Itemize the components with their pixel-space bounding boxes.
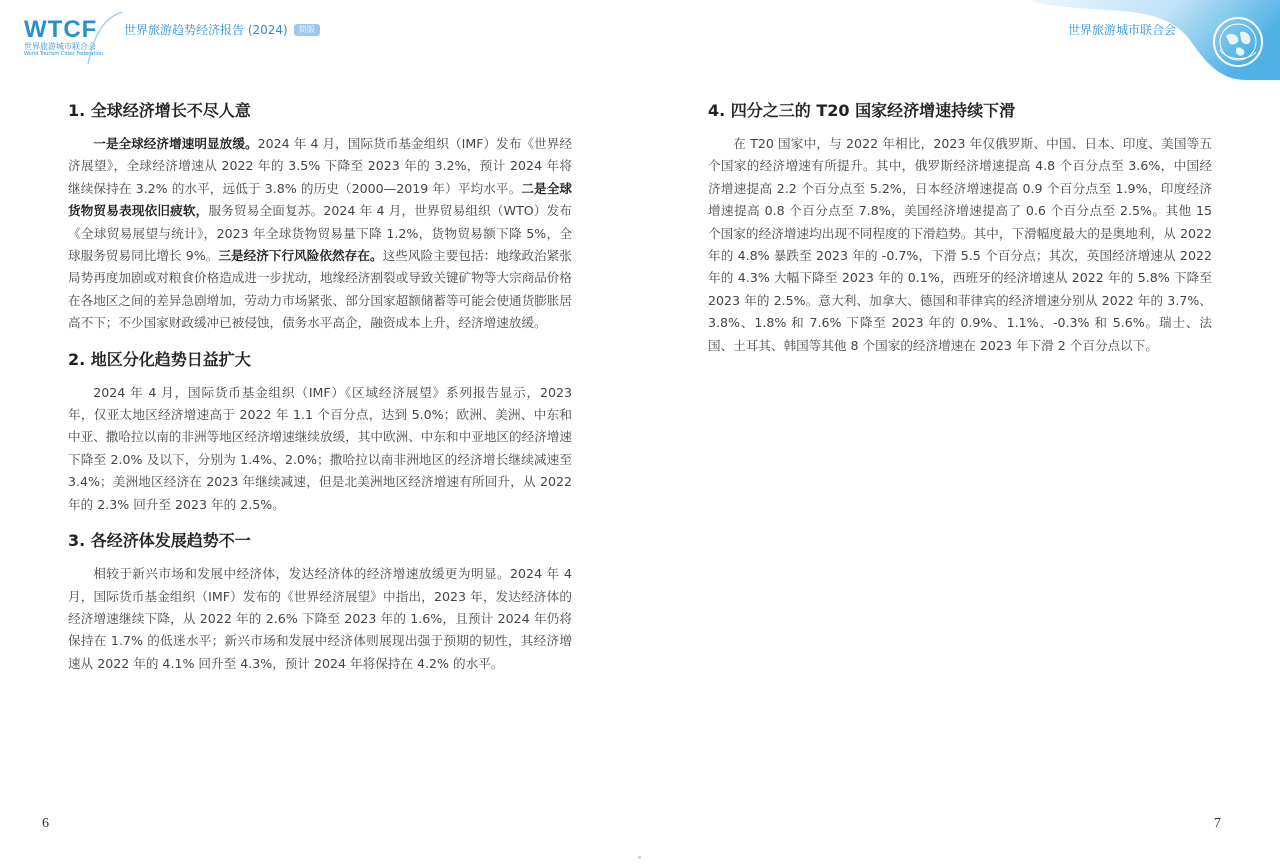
spine-marker xyxy=(638,856,641,859)
s1-bold-3: 三是经济下行风险依然存在。 xyxy=(218,248,383,264)
section-4-title: 4. 四分之三的 T20 国家经济增速持续下滑 xyxy=(708,101,1016,120)
section-2-paragraph: 2024 年 4 月，国际货币基金组织（IMF）《区域经济展望》系列报告显示，2023 年，仅亚太地区经济增速高于 2022 年 1.1 个百分点，达到 5.0%；欧洲、美洲、中东和中亚、撒哈拉以南的非洲等地区经济增速继续放缓，其中欧洲、中东和中亚地区的经济增速下降至 2.0% 及以下，分别为 1.4%、2.0%；撒哈拉以南非洲地区的经济增长继续减速至 3.4%；美洲地区经济在 2023 年继续减速，但是北美洲地区经济增速有所回升，从 2022 年的 2.3% 回升至 2023 年的 2.5%。 xyxy=(68,384,572,512)
section-2-title: 2. 地区分化趋势日益扩大 xyxy=(68,349,251,369)
section-4 xyxy=(708,100,1212,357)
s1-bold-1: 一是全球经济增速明显放缓。 xyxy=(93,136,258,151)
section-3 xyxy=(68,530,572,675)
section-1-paragraph xyxy=(68,133,572,335)
report-title-text: 世界旅游趋势经济报告 (2024) xyxy=(124,23,288,37)
left-column xyxy=(68,100,572,689)
section-3-title: 3. 各经济体发展趋势不一 xyxy=(68,531,251,551)
logo-cn-text: 世界旅游城市联合会 xyxy=(24,42,96,51)
edition-badge: 简版 xyxy=(294,24,320,36)
org-name: 世界旅游城市联合会 xyxy=(1067,23,1176,37)
section-2 xyxy=(68,349,572,516)
section-1-title: 1. 全球经济增长不尽人意 xyxy=(68,101,251,120)
s1-text-1: 2024 年 4 月，国际货币基金组织（IMF）发布《世界经济展望》，全球经济增速从 2022 年的 3.5% 下降至 2023 年的 3.2%，预计 2024 年将继续保持在 3.2% 的水平，远低于 3.8% 的历史（2000—2019 年）平均水平。 xyxy=(68,136,573,196)
logo-text: WTCF xyxy=(24,16,98,43)
globe-icon xyxy=(1212,16,1264,68)
logo-en-text: World Tourism Cities Federation xyxy=(24,51,103,57)
report-title xyxy=(124,22,320,38)
right-column xyxy=(708,100,1212,371)
s1-text-3: 这些风险主要包括：地缘政治紧张局势再度加剧或对粮食价格造成进一步扰动，地缘经济割裂或导致关键矿物等大宗商品价格在各地区之间的差异急剧增加，劳动力市场紧张、部分国家超额储蓄等可能会使通货膨胀居高不下；不少国家财政缓冲已被侵蚀，债务水平高企，融资成本上升，经济增速放缓。 xyxy=(68,248,573,331)
s1-text-2: 服务贸易全面复苏。2024 年 4 月，世界贸易组织（WTO）发布《全球贸易展望与统计》，2023 年全球货物贸易量下降 1.2%，货物贸易额下降 5%，全球服务贸易同比增长 9%。 xyxy=(68,203,572,264)
page-number-right: 7 xyxy=(1214,816,1221,831)
section-3-paragraph: 相较于新兴市场和发展中经济体，发达经济体的经济增速放缓更为明显。2024 年 4 月，国际货币基金组织（IMF）发布的《世界经济展望》中指出，2023 年，发达经济体的经济增速继续下降，从 2022 年的 2.6% 下降至 2023 年的 1.6%，且预计 2024 年仍将保持在 1.7% 的低迷水平；新兴市场和发展中经济体则展现出强于预期的韧性，其经济增速从 2022 年的 4.1% 回升至 4.3%，预计 2024 年将保持在 4.2% 的水平。 xyxy=(68,566,572,671)
page-number-left: 6 xyxy=(42,816,49,831)
section-4-paragraph: 在 T20 国家中，与 2022 年相比，2023 年仅俄罗斯、中国、日本、印度、美国等五个国家的经济增速有所提升。其中，俄罗斯经济增速提高 4.8 个百分点至 3.6%，中国经济增速提高 2.2 个百分点至 5.2%，日本经济增速提高 0.9 个百分点至 1.9%，印度经济增速提高 0.8 个百分点至 7.8%，美国经济增速提高了 0.6 个百分点至 2.5%。其他 15 个国家的经济增速均出现不同程度的下滑趋势。其中，下滑幅度最大的是奥地利，从 2022 年的 4.8% 暴跌至 2023 年的 -0.7%，下滑 5.5 个百分点；其次，英国经济增速从 2022 年的 4.3% 大幅下降至 2023 年的 0.1%，西班牙的经济增速从 2022 年的 5.8% 下降至 2023 年的 2.5%。意大利、加拿大、德国和菲律宾的经济增速分别从 2022 年的 3.7%、3.8%、1.8% 和 7.6% 下降至 2023 年的 0.9%、1.1%、-0.3% 和 5.6%。瑞士、法国、土耳其、韩国等其他 8 个国家的经济增速在 2023 年下滑 2 个百分点以下。 xyxy=(708,136,1212,353)
header-swoosh-icon xyxy=(86,10,126,66)
section-1 xyxy=(68,100,572,335)
s1-bold-2: 二是全球货物贸易表现依旧疲软， xyxy=(68,180,573,219)
